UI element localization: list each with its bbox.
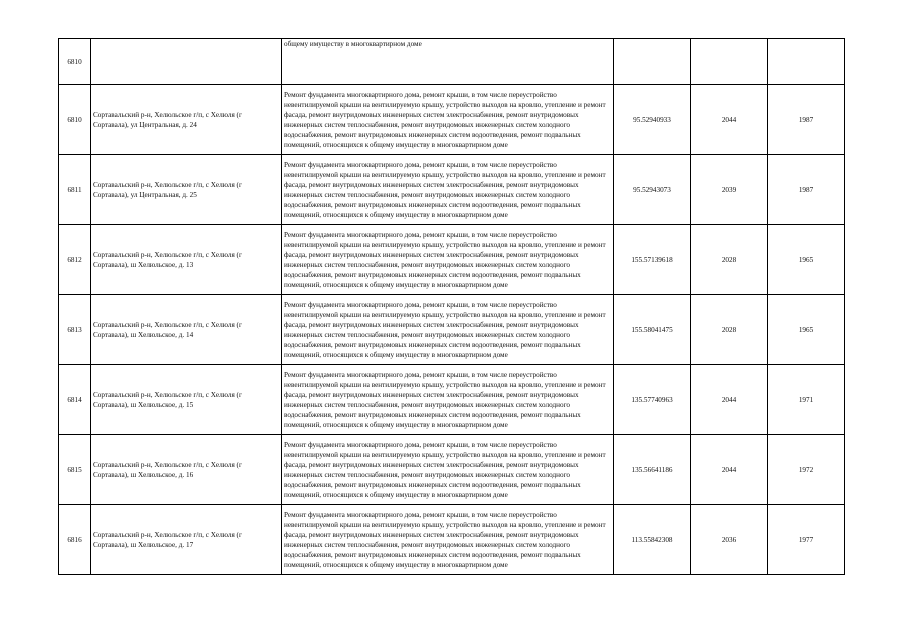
row-number: 6815 [59,435,91,505]
works-cell: Ремонт фундамента многоквартирного дома, ремонт крыши, в том числе переустройство невентилируемой крыши на вентилируемую крышу, устройство выходов на кровлю, утепление и ремонт фасада, ремонт внутридомовых инженерных систем электроснабжения, ремонт внутридомовых инженерных систем теплоснабжения, ремонт внутридомовых инженерных систем холодного водоснабжения, ремонт внутридомовых инженерных систем водоотведения, ремонт подвальных помещений, относящихся к общему имуществу в многоквартирном доме [282,85,614,155]
address-cell: Сортавальский р-н, Хелюльское г/п, с Хелюля (г Сортавала), ш Хелюльское, д. 14 [91,295,282,365]
address-cell: Сортавальский р-н, Хелюльское г/п, с Хелюля (г Сортавала), ул Центральная, д. 24 [91,85,282,155]
row-number: 6814 [59,365,91,435]
planned-year-cell: 2036 [691,505,768,575]
area-value-cell: 95.52940933 [614,85,691,155]
works-cell: Ремонт фундамента многоквартирного дома, ремонт крыши, в том числе переустройство невентилируемой крыши на вентилируемую крышу, устройство выходов на кровлю, утепление и ремонт фасада, ремонт внутридомовых инженерных систем электроснабжения, ремонт внутридомовых инженерных систем теплоснабжения, ремонт внутридомовых инженерных систем холодного водоснабжения, ремонт внутридомовых инженерных систем водоотведения, ремонт подвальных помещений, относящихся к общему имуществу в многоквартирном доме [282,435,614,505]
works-cell: Ремонт фундамента многоквартирного дома, ремонт крыши, в том числе переустройство невентилируемой крыши на вентилируемую крышу, устройство выходов на кровлю, утепление и ремонт фасада, ремонт внутридомовых инженерных систем электроснабжения, ремонт внутридомовых инженерных систем теплоснабжения, ремонт внутридомовых инженерных систем холодного водоснабжения, ремонт внутридомовых инженерных систем водоотведения, ремонт подвальных помещений, относящихся к общему имуществу в многоквартирном доме [282,365,614,435]
built-year-cell: 1965 [768,295,845,365]
built-year-cell: 1965 [768,225,845,295]
planned-year-cell: 2028 [691,225,768,295]
table-row [59,365,845,435]
table-row [59,295,845,365]
table-row [59,435,845,505]
table-row [59,39,845,85]
address-cell: Сортавальский р-н, Хелюльское г/п, с Хелюля (г Сортавала), ш Хелюльское, д. 13 [91,225,282,295]
planned-year-cell: 2044 [691,435,768,505]
planned-year-cell: 2039 [691,155,768,225]
address-cell: Сортавальский р-н, Хелюльское г/п, с Хелюля (г Сортавала), ш Хелюльское, д. 15 [91,365,282,435]
built-year-cell: 1987 [768,155,845,225]
table-row [59,505,845,575]
area-value-cell: 135.56641186 [614,435,691,505]
planned-year-cell: 2044 [691,85,768,155]
row-number: 6811 [59,155,91,225]
works-cell: общему имуществу в многоквартирном доме [282,39,614,85]
capital-repair-table [58,38,845,575]
table-row [59,225,845,295]
works-cell: Ремонт фундамента многоквартирного дома, ремонт крыши, в том числе переустройство невентилируемой крыши на вентилируемую крышу, устройство выходов на кровлю, утепление и ремонт фасада, ремонт внутридомовых инженерных систем электроснабжения, ремонт внутридомовых инженерных систем теплоснабжения, ремонт внутридомовых инженерных систем холодного водоснабжения, ремонт внутридомовых инженерных систем водоотведения, ремонт подвальных помещений, относящихся к общему имуществу в многоквартирном доме [282,155,614,225]
built-year-cell: 1972 [768,435,845,505]
address-cell: Сортавальский р-н, Хелюльское г/п, с Хелюля (г Сортавала), ш Хелюльское, д. 17 [91,505,282,575]
built-year-cell: 1971 [768,365,845,435]
row-number: 6812 [59,225,91,295]
address-cell: Сортавальский р-н, Хелюльское г/п, с Хелюля (г Сортавала), ш Хелюльское, д. 16 [91,435,282,505]
planned-year-cell [691,39,768,85]
address-cell: Сортавальский р-н, Хелюльское г/п, с Хелюля (г Сортавала), ул Центральная, д. 25 [91,155,282,225]
built-year-cell: 1987 [768,85,845,155]
works-cell: Ремонт фундамента многоквартирного дома, ремонт крыши, в том числе переустройство невентилируемой крыши на вентилируемую крышу, устройство выходов на кровлю, утепление и ремонт фасада, ремонт внутридомовых инженерных систем электроснабжения, ремонт внутридомовых инженерных систем теплоснабжения, ремонт внутридомовых инженерных систем холодного водоснабжения, ремонт внутридомовых инженерных систем водоотведения, ремонт подвальных помещений, относящихся к общему имуществу в многоквартирном доме [282,225,614,295]
planned-year-cell: 2044 [691,365,768,435]
works-cell: Ремонт фундамента многоквартирного дома, ремонт крыши, в том числе переустройство невентилируемой крыши на вентилируемую крышу, устройство выходов на кровлю, утепление и ремонт фасада, ремонт внутридомовых инженерных систем электроснабжения, ремонт внутридомовых инженерных систем теплоснабжения, ремонт внутридомовых инженерных систем холодного водоснабжения, ремонт внутридомовых инженерных систем водоотведения, ремонт подвальных помещений, относящихся к общему имуществу в многоквартирном доме [282,295,614,365]
row-number: 6816 [59,505,91,575]
works-cell: Ремонт фундамента многоквартирного дома, ремонт крыши, в том числе переустройство невентилируемой крыши на вентилируемую крышу, устройство выходов на кровлю, утепление и ремонт фасада, ремонт внутридомовых инженерных систем электроснабжения, ремонт внутридомовых инженерных систем теплоснабжения, ремонт внутридомовых инженерных систем холодного водоснабжения, ремонт внутридомовых инженерных систем водоотведения, ремонт подвальных помещений, относящихся к общему имуществу в многоквартирном доме [282,505,614,575]
row-number: 6810 [59,39,91,85]
address-cell [91,39,282,85]
area-value-cell [614,39,691,85]
area-value-cell: 155.58041475 [614,295,691,365]
table-row [59,85,845,155]
planned-year-cell: 2028 [691,295,768,365]
area-value-cell: 113.55842308 [614,505,691,575]
table-row [59,155,845,225]
area-value-cell: 95.52943073 [614,155,691,225]
area-value-cell: 155.57139618 [614,225,691,295]
built-year-cell [768,39,845,85]
area-value-cell: 135.57740963 [614,365,691,435]
built-year-cell: 1977 [768,505,845,575]
row-number: 6813 [59,295,91,365]
row-number: 6810 [59,85,91,155]
